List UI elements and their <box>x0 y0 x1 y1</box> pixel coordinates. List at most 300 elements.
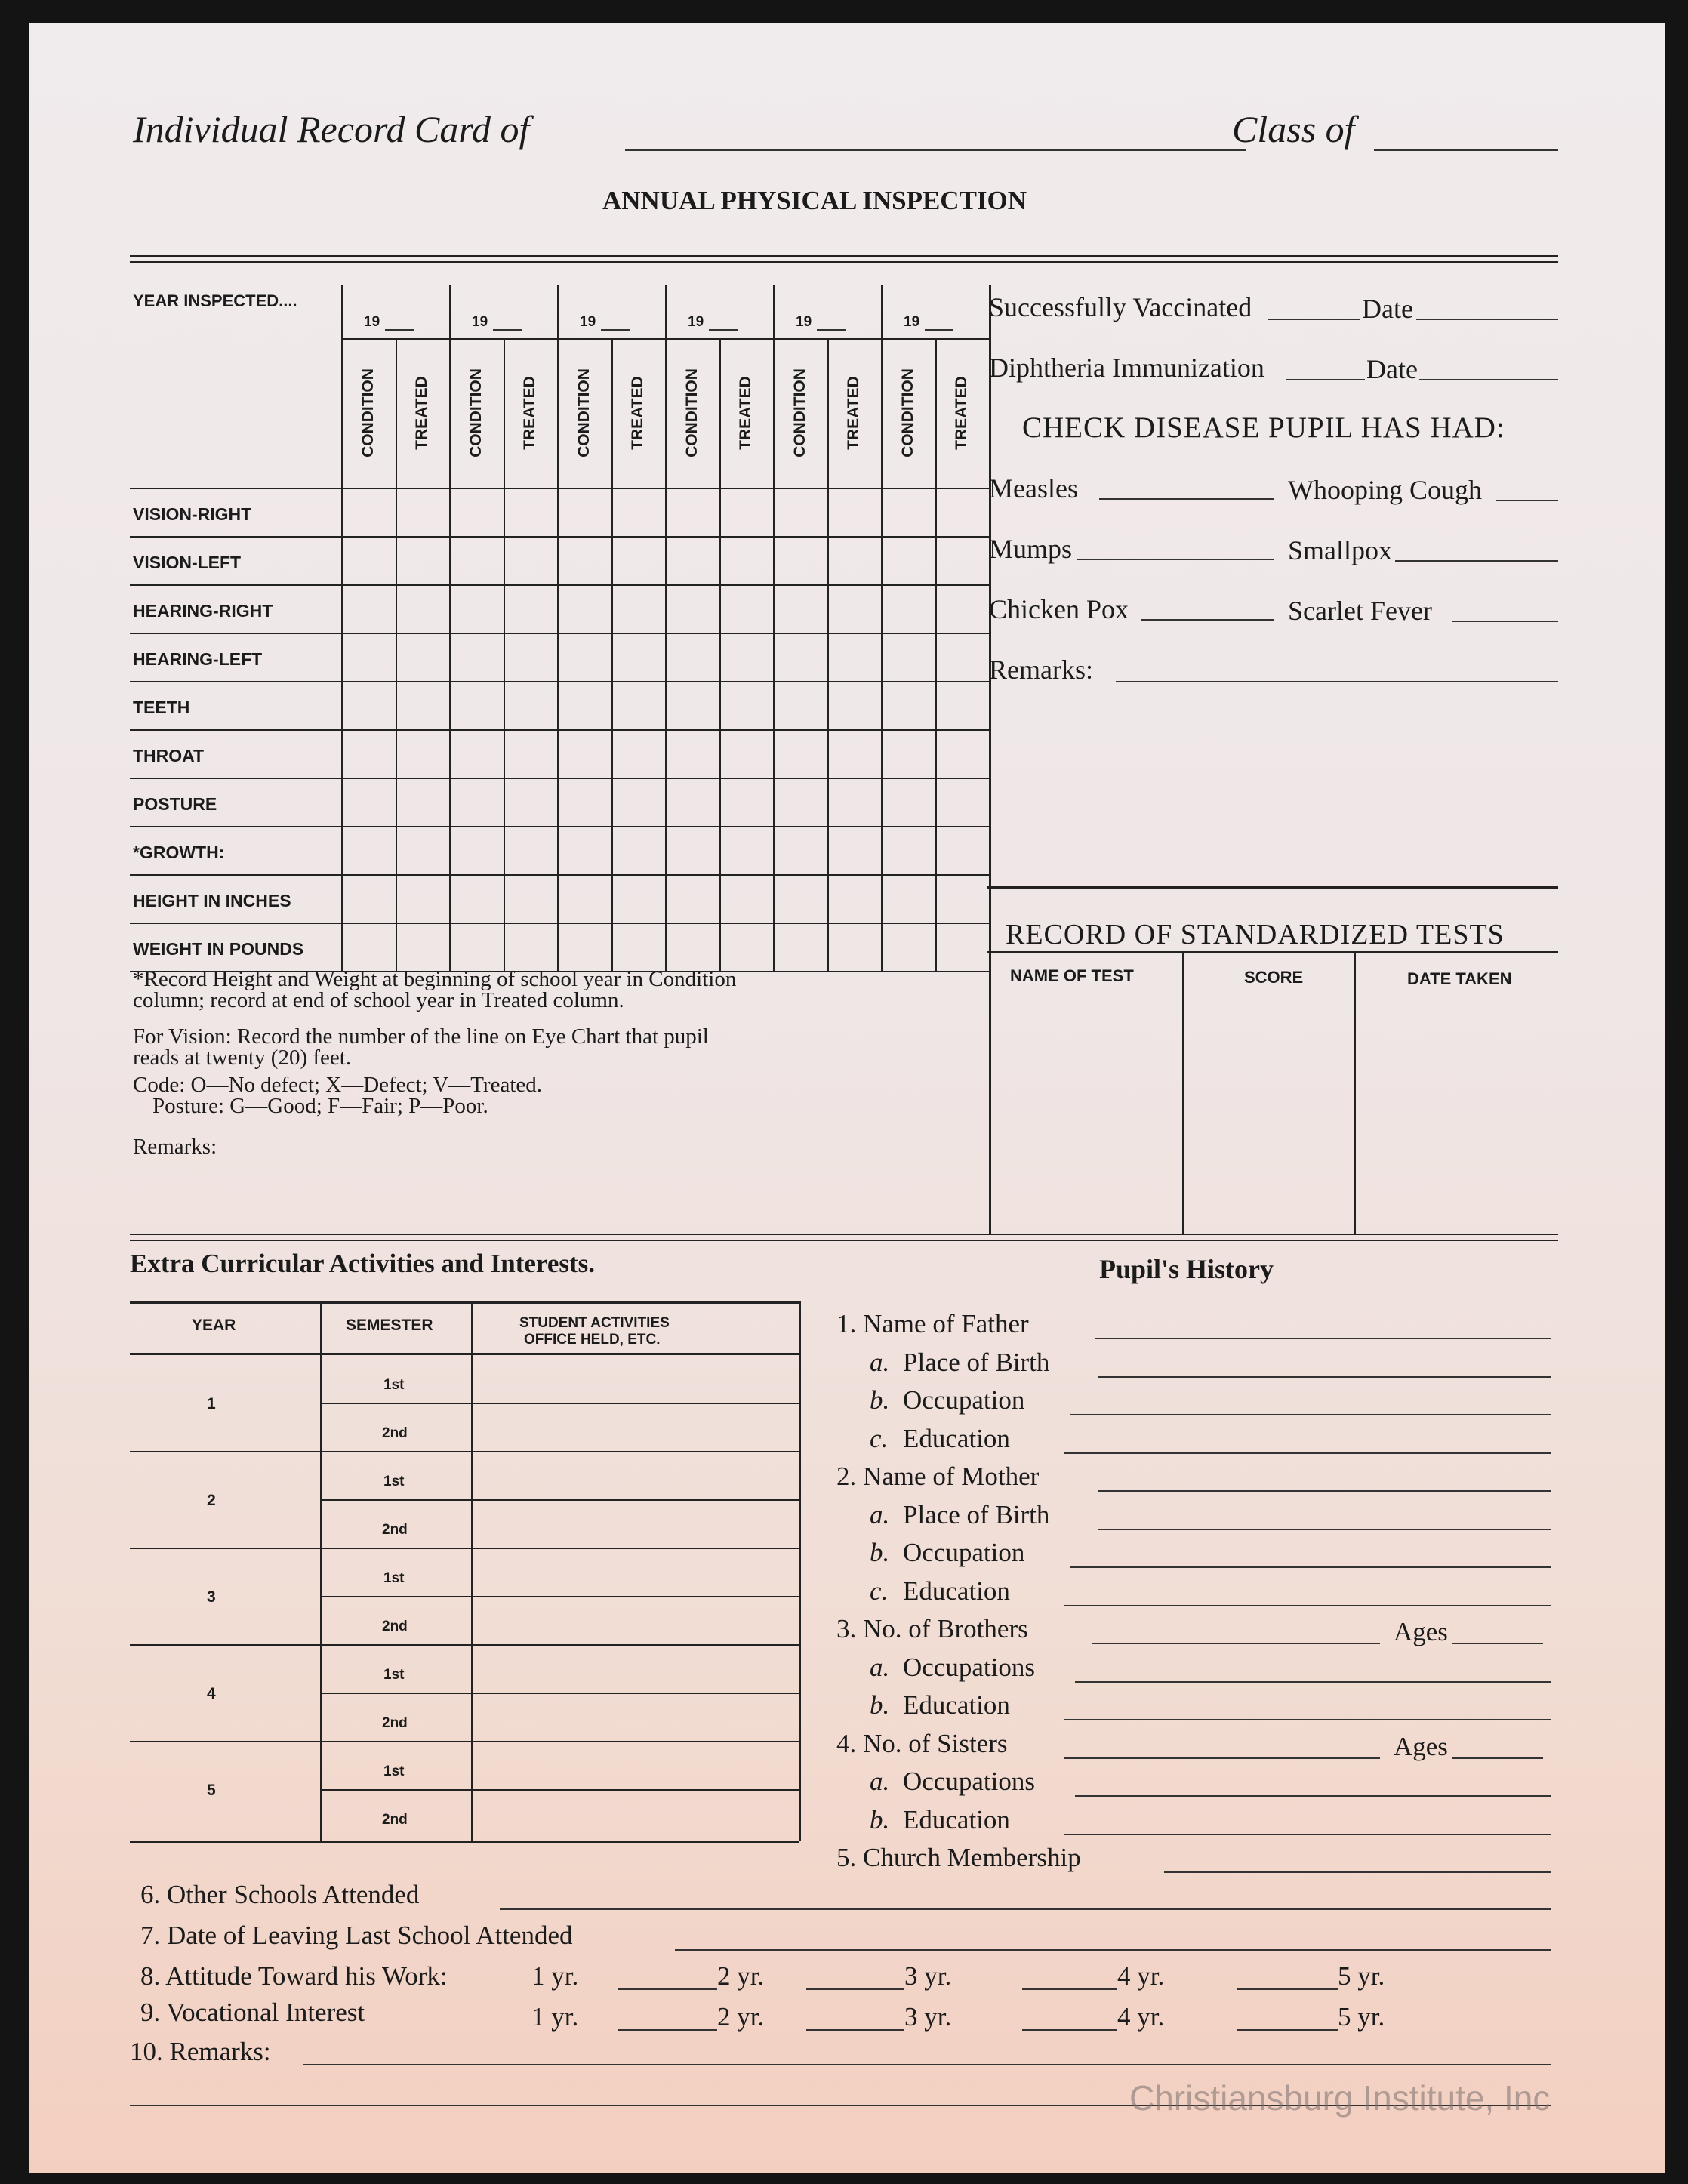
mumps-label: Mumps <box>989 534 1073 564</box>
grid-line <box>341 338 989 340</box>
semester-1st-label: 1st <box>383 1474 405 1489</box>
measles-label: Measles <box>989 473 1078 504</box>
church-membership-line[interactable] <box>1164 1871 1551 1873</box>
year-1-label: 1 yr. <box>531 1961 579 1991</box>
year-prefix: 19 <box>580 314 596 330</box>
treated-column-header: TREATED <box>629 376 646 450</box>
year-4-label: 4 yr. <box>1117 2002 1165 2032</box>
inspection-cell[interactable] <box>937 538 988 583</box>
inspection-cell[interactable] <box>775 827 826 873</box>
treated-column-header: TREATED <box>953 376 970 450</box>
inspection-cell[interactable] <box>667 731 718 776</box>
inspection-cell[interactable] <box>937 586 988 631</box>
chicken-pox-line[interactable] <box>1141 619 1274 621</box>
church-membership-label: 5. Church Membership <box>836 1843 1081 1872</box>
activity-cell[interactable] <box>474 1599 796 1641</box>
father-occupation-line[interactable] <box>1070 1414 1551 1415</box>
inspection-row-label: WEIGHT IN POUNDS <box>133 939 304 959</box>
activity-cell[interactable] <box>474 1696 796 1738</box>
father-name-line[interactable] <box>1095 1338 1551 1339</box>
scarlet-fever-line[interactable] <box>1452 621 1558 622</box>
watermark: Christiansburg Institute, Inc <box>1129 2078 1551 2118</box>
brothers-education-label: Education <box>903 1690 1010 1720</box>
inspection-cell[interactable] <box>883 876 934 921</box>
inspection-cell[interactable] <box>613 924 664 969</box>
inspection-cell[interactable] <box>937 634 988 679</box>
year-prefix: 19 <box>472 314 488 330</box>
measles-line[interactable] <box>1099 498 1274 500</box>
inspection-cell[interactable] <box>775 924 826 969</box>
inspection-cell[interactable] <box>667 876 718 921</box>
inspection-cell[interactable] <box>937 827 988 873</box>
attitude-year-2-line[interactable] <box>806 1988 904 1990</box>
inspection-cell[interactable] <box>613 634 664 679</box>
activity-year-label: 5 <box>207 1782 216 1799</box>
condition-column-header: CONDITION <box>359 368 377 457</box>
inspection-cell[interactable] <box>883 924 934 969</box>
inspection-cell[interactable] <box>559 876 610 921</box>
vocational-label: 9. Vocational Interest <box>140 1998 365 2027</box>
inspection-cell[interactable] <box>559 586 610 631</box>
inspection-cell[interactable] <box>343 682 394 728</box>
ages-label: Ages <box>1394 1617 1448 1646</box>
year-input-line[interactable] <box>601 329 630 331</box>
inspection-cell[interactable] <box>667 827 718 873</box>
page-subtitle: ANNUAL PHYSICAL INSPECTION <box>602 186 1027 215</box>
inspection-cell[interactable] <box>397 779 448 824</box>
inspection-cell[interactable] <box>775 634 826 679</box>
inspection-cell[interactable] <box>613 682 664 728</box>
mother-education-line[interactable] <box>1064 1605 1551 1606</box>
inspection-cell[interactable] <box>451 731 502 776</box>
semester-column-header: SEMESTER <box>346 1317 433 1334</box>
year-2-label: 2 yr. <box>717 1961 765 1991</box>
whooping-cough-label: Whooping Cough <box>1288 475 1482 505</box>
health-remarks-line[interactable] <box>1116 681 1558 682</box>
date-taken-header: DATE TAKEN <box>1407 969 1512 988</box>
year-prefix: 19 <box>364 314 380 330</box>
mother-birthplace-label: Place of Birth <box>903 1500 1050 1529</box>
sisters-occupations-line[interactable] <box>1075 1795 1551 1797</box>
posture-code-note: Posture: G—Good; F—Fair; P—Poor. <box>152 1094 488 1118</box>
vaccinated-line[interactable] <box>1268 319 1360 320</box>
inspection-cell[interactable] <box>937 682 988 728</box>
growth-note: *Record Height and Weight at beginning of school year in Condition <box>133 967 737 991</box>
mother-name-label: 2. Name of Mother <box>836 1462 1040 1491</box>
year-input-line[interactable] <box>817 329 846 331</box>
inspection-cell[interactable] <box>829 489 880 534</box>
history-letter: a. <box>870 1348 890 1377</box>
inspection-cell[interactable] <box>721 924 772 969</box>
inspection-cell[interactable] <box>937 924 988 969</box>
year-4-label: 4 yr. <box>1117 1961 1165 1991</box>
semester-2nd-label: 2nd <box>382 1812 408 1828</box>
score-header: SCORE <box>1244 968 1304 987</box>
activity-year-label: 2 <box>207 1492 216 1509</box>
student-name-line[interactable] <box>625 149 1246 151</box>
student-activities-header: STUDENT ACTIVITIES <box>519 1315 670 1331</box>
vision-note-2: reads at twenty (20) feet. <box>133 1046 352 1070</box>
activity-cell[interactable] <box>474 1502 796 1545</box>
inspection-cell[interactable] <box>775 731 826 776</box>
inspection-row-label: HEARING-LEFT <box>133 649 263 669</box>
activity-cell[interactable] <box>474 1792 796 1834</box>
final-remarks-line[interactable] <box>303 2064 1551 2065</box>
ages-line[interactable] <box>1452 1757 1543 1759</box>
vocational-year-2-line[interactable] <box>806 2029 904 2031</box>
semester-divider <box>320 1789 799 1791</box>
inspection-cell[interactable] <box>613 827 664 873</box>
table-border <box>130 1301 799 1304</box>
inspection-cell[interactable] <box>343 779 394 824</box>
inspection-cell[interactable] <box>613 779 664 824</box>
father-birthplace-line[interactable] <box>1098 1376 1551 1378</box>
ages-line[interactable] <box>1452 1643 1543 1644</box>
inspection-cell[interactable] <box>775 876 826 921</box>
inspection-cell[interactable] <box>883 489 934 534</box>
inspection-cell[interactable] <box>883 634 934 679</box>
sisters-label: 4. No. of Sisters <box>836 1729 1008 1758</box>
inspection-cell[interactable] <box>559 538 610 583</box>
activity-year-label: 4 <box>207 1685 216 1702</box>
condition-column-header: CONDITION <box>683 368 701 457</box>
year-column-header: YEAR <box>192 1317 236 1334</box>
inspection-cell[interactable] <box>505 779 556 824</box>
inspection-cell[interactable] <box>667 924 718 969</box>
semester-2nd-label: 2nd <box>382 1619 408 1634</box>
mumps-line[interactable] <box>1077 559 1274 560</box>
sisters-occupations-label: Occupations <box>903 1767 1035 1796</box>
inspection-cell[interactable] <box>397 731 448 776</box>
year-5-label: 5 yr. <box>1338 1961 1385 1991</box>
vocational-year-4-line[interactable] <box>1237 2029 1338 2031</box>
other-schools-label: 6. Other Schools Attended <box>140 1880 420 1909</box>
smallpox-line[interactable] <box>1395 560 1558 562</box>
attitude-year-1-line[interactable] <box>618 1988 717 1990</box>
condition-column-header: CONDITION <box>467 368 485 457</box>
inspection-cell[interactable] <box>883 538 934 583</box>
history-letter: a. <box>870 1500 890 1529</box>
brothers-label: 3. No. of Brothers <box>836 1614 1028 1643</box>
inspection-row-label: POSTURE <box>133 794 217 814</box>
father-education-line[interactable] <box>1064 1452 1551 1454</box>
inspection-cell[interactable] <box>505 489 556 534</box>
semester-divider <box>320 1403 799 1404</box>
treated-column-header: TREATED <box>521 376 538 450</box>
activities-heading: Extra Curricular Activities and Interests. <box>130 1249 596 1278</box>
vaccinated-date-line[interactable] <box>1416 319 1558 320</box>
semester-2nd-label: 2nd <box>382 1522 408 1538</box>
inspection-cell[interactable] <box>505 634 556 679</box>
table-border <box>799 1301 801 1841</box>
inspection-cell[interactable] <box>451 538 502 583</box>
attitude-year-4-line[interactable] <box>1237 1988 1338 1990</box>
inspection-cell[interactable] <box>937 731 988 776</box>
inspection-cell[interactable] <box>451 876 502 921</box>
inspection-cell[interactable] <box>451 682 502 728</box>
name-of-test-header: NAME OF TEST <box>1010 966 1134 985</box>
inspection-cell[interactable] <box>721 779 772 824</box>
inspection-cell[interactable] <box>343 634 394 679</box>
inspection-cell[interactable] <box>505 538 556 583</box>
treated-column-header: TREATED <box>737 376 754 450</box>
inspection-cell[interactable] <box>397 827 448 873</box>
year-divider <box>130 1548 799 1549</box>
inspection-cell[interactable] <box>343 827 394 873</box>
brothers-occupations-label: Occupations <box>903 1653 1035 1682</box>
year-2-label: 2 yr. <box>717 2002 765 2032</box>
inspection-cell[interactable] <box>775 586 826 631</box>
inspection-cell[interactable] <box>451 924 502 969</box>
inspection-cell[interactable] <box>397 489 448 534</box>
inspection-cell[interactable] <box>937 489 988 534</box>
inspection-cell[interactable] <box>343 731 394 776</box>
inspection-cell[interactable] <box>667 489 718 534</box>
inspection-cell[interactable] <box>451 634 502 679</box>
inspection-cell[interactable] <box>721 682 772 728</box>
inspection-cell[interactable] <box>505 586 556 631</box>
treated-column-header: TREATED <box>413 376 430 450</box>
year-input-line[interactable] <box>709 329 738 331</box>
year-input-line[interactable] <box>385 329 414 331</box>
inspection-cell[interactable] <box>721 827 772 873</box>
year-prefix: 19 <box>904 314 920 330</box>
class-year-line[interactable] <box>1374 149 1558 151</box>
inspection-cell[interactable] <box>559 634 610 679</box>
activity-year-label: 3 <box>207 1588 216 1606</box>
inspection-cell[interactable] <box>883 731 934 776</box>
activity-year-label: 1 <box>207 1395 216 1412</box>
inspection-cell[interactable] <box>775 682 826 728</box>
inspection-cell[interactable] <box>451 779 502 824</box>
activity-cell[interactable] <box>474 1647 796 1690</box>
history-letter: c. <box>870 1424 889 1453</box>
father-name-label: 1. Name of Father <box>836 1309 1029 1338</box>
activity-cell[interactable] <box>474 1406 796 1448</box>
inspection-cell[interactable] <box>829 827 880 873</box>
inspection-cell[interactable] <box>505 876 556 921</box>
inspection-row-label: VISION-LEFT <box>133 553 242 572</box>
year-inspected-label: YEAR INSPECTED.... <box>133 291 297 310</box>
history-letter: a. <box>870 1653 890 1682</box>
brothers-line[interactable] <box>1092 1643 1380 1644</box>
semester-1st-label: 1st <box>383 1667 405 1683</box>
year-1-label: 1 yr. <box>531 2002 579 2032</box>
condition-column-header: CONDITION <box>791 368 809 457</box>
other-schools-line[interactable] <box>500 1908 1551 1910</box>
mother-education-label: Education <box>903 1576 1010 1606</box>
inspection-cell[interactable] <box>397 538 448 583</box>
history-letter: c. <box>870 1576 889 1606</box>
inspection-row-label: *GROWTH: <box>133 842 225 862</box>
inspection-cell[interactable] <box>505 682 556 728</box>
year-input-line[interactable] <box>925 329 953 331</box>
year-divider <box>130 1644 799 1646</box>
table-border <box>320 1301 322 1841</box>
inspection-cell[interactable] <box>559 682 610 728</box>
condition-column-header: CONDITION <box>575 368 593 457</box>
inspection-cell[interactable] <box>775 489 826 534</box>
inspection-cell[interactable] <box>667 779 718 824</box>
mother-occupation-line[interactable] <box>1070 1566 1551 1568</box>
health-remarks-label: Remarks: <box>989 655 1093 685</box>
inspection-cell[interactable] <box>559 827 610 873</box>
inspection-cell[interactable] <box>397 586 448 631</box>
inspection-cell[interactable] <box>829 538 880 583</box>
inspection-cell[interactable] <box>559 924 610 969</box>
standardized-tests-heading: RECORD OF STANDARDIZED TESTS <box>1006 919 1505 950</box>
inspection-cell[interactable] <box>505 731 556 776</box>
diphtheria-date-line[interactable] <box>1419 379 1558 380</box>
table-border <box>471 1301 473 1841</box>
inspection-cell[interactable] <box>883 827 934 873</box>
attitude-year-3-line[interactable] <box>1022 1988 1117 1990</box>
year-prefix: 19 <box>688 314 704 330</box>
condition-column-header: CONDITION <box>899 368 916 457</box>
history-letter: b. <box>870 1538 890 1567</box>
semester-2nd-label: 2nd <box>382 1715 408 1731</box>
attitude-label: 8. Attitude Toward his Work: <box>140 1961 448 1991</box>
inspection-cell[interactable] <box>829 586 880 631</box>
inspection-row-label: HEIGHT IN INCHES <box>133 891 291 910</box>
year-prefix: 19 <box>796 314 812 330</box>
inspection-cell[interactable] <box>343 586 394 631</box>
year-3-label: 3 yr. <box>904 2002 952 2032</box>
inspection-cell[interactable] <box>721 489 772 534</box>
office-held-header: OFFICE HELD, ETC. <box>524 1332 661 1348</box>
inspection-cell[interactable] <box>721 538 772 583</box>
inspection-cell[interactable] <box>559 489 610 534</box>
inspection-cell[interactable] <box>559 779 610 824</box>
inspection-cell[interactable] <box>451 827 502 873</box>
inspection-cell[interactable] <box>343 876 394 921</box>
inspection-cell[interactable] <box>451 489 502 534</box>
inspection-row-label: TEETH <box>133 698 190 717</box>
inspection-cell[interactable] <box>829 924 880 969</box>
activity-cell[interactable] <box>474 1454 796 1496</box>
year-input-line[interactable] <box>493 329 522 331</box>
year-divider <box>130 1451 799 1452</box>
inspection-cell[interactable] <box>829 876 880 921</box>
activity-cell[interactable] <box>474 1551 796 1593</box>
mother-birthplace-line[interactable] <box>1098 1529 1551 1530</box>
diphtheria-line[interactable] <box>1286 379 1365 380</box>
inspection-row-label: THROAT <box>133 746 205 765</box>
semester-1st-label: 1st <box>383 1764 405 1779</box>
inspection-cell[interactable] <box>829 731 880 776</box>
brothers-education-line[interactable] <box>1064 1719 1551 1720</box>
inspection-cell[interactable] <box>505 924 556 969</box>
inspection-cell[interactable] <box>829 682 880 728</box>
vision-note: For Vision: Record the number of the line on Eye Chart that pupil <box>133 1024 709 1049</box>
history-letter: a. <box>870 1767 890 1796</box>
final-remarks-label: 10. Remarks: <box>130 2037 271 2066</box>
inspection-cell[interactable] <box>829 779 880 824</box>
chicken-pox-label: Chicken Pox <box>989 594 1129 624</box>
inspection-cell[interactable] <box>667 586 718 631</box>
inspection-cell[interactable] <box>559 731 610 776</box>
vocational-year-1-line[interactable] <box>618 2029 717 2031</box>
inspection-cell[interactable] <box>775 779 826 824</box>
year-3-label: 3 yr. <box>904 1961 952 1991</box>
history-letter: b. <box>870 1690 890 1720</box>
semester-divider <box>320 1499 799 1501</box>
table-border <box>130 1841 799 1843</box>
diphtheria-label: Diphtheria Immunization <box>989 353 1264 383</box>
inspection-cell[interactable] <box>613 538 664 583</box>
mother-occupation-label: Occupation <box>903 1538 1025 1567</box>
inspection-cell[interactable] <box>613 731 664 776</box>
record-card <box>29 23 1665 2173</box>
inspection-cell[interactable] <box>883 682 934 728</box>
smallpox-label: Smallpox <box>1288 535 1393 565</box>
activity-cell[interactable] <box>474 1357 796 1400</box>
vaccinated-date-label: Date <box>1362 294 1413 324</box>
activity-cell[interactable] <box>474 1744 796 1786</box>
inspection-cell[interactable] <box>397 682 448 728</box>
inspection-cell[interactable] <box>667 538 718 583</box>
inspection-cell[interactable] <box>775 538 826 583</box>
inspection-cell[interactable] <box>937 779 988 824</box>
inspection-cell[interactable] <box>667 634 718 679</box>
inspection-cell[interactable] <box>397 876 448 921</box>
inspection-cell[interactable] <box>883 586 934 631</box>
check-disease-heading: CHECK DISEASE PUPIL HAS HAD: <box>1022 411 1505 444</box>
inspection-cell[interactable] <box>721 586 772 631</box>
mother-name-line[interactable] <box>1098 1490 1551 1492</box>
inspection-cell[interactable] <box>667 682 718 728</box>
inspection-cell[interactable] <box>721 731 772 776</box>
year-5-label: 5 yr. <box>1338 2002 1385 2032</box>
father-education-label: Education <box>903 1424 1010 1453</box>
inspection-cell[interactable] <box>451 586 502 631</box>
inspection-cell[interactable] <box>343 538 394 583</box>
semester-divider <box>320 1693 799 1694</box>
inspection-cell[interactable] <box>613 489 664 534</box>
treated-column-header: TREATED <box>845 376 862 450</box>
father-occupation-label: Occupation <box>903 1385 1025 1415</box>
inspection-cell[interactable] <box>397 924 448 969</box>
inspection-cell[interactable] <box>613 876 664 921</box>
inspection-cell[interactable] <box>721 876 772 921</box>
inspection-cell[interactable] <box>829 634 880 679</box>
inspection-cell[interactable] <box>397 634 448 679</box>
vocational-year-3-line[interactable] <box>1022 2029 1117 2031</box>
whooping-cough-line[interactable] <box>1496 500 1558 501</box>
date-leaving-line[interactable] <box>675 1949 1551 1951</box>
code-note: Code: O—No defect; X—Defect; V—Treated. <box>133 1073 543 1097</box>
inspection-cell[interactable] <box>937 876 988 921</box>
brothers-occupations-line[interactable] <box>1075 1681 1551 1683</box>
inspection-cell[interactable] <box>613 586 664 631</box>
diphtheria-date-label: Date <box>1366 354 1418 384</box>
scarlet-fever-label: Scarlet Fever <box>1288 596 1432 626</box>
inspection-remarks-label: Remarks: <box>133 1135 217 1159</box>
table-border <box>130 1353 799 1355</box>
inspection-cell[interactable] <box>505 827 556 873</box>
sisters-education-line[interactable] <box>1064 1834 1551 1835</box>
inspection-cell[interactable] <box>343 924 394 969</box>
semester-1st-label: 1st <box>383 1377 405 1393</box>
card-title: Individual Record Card of <box>133 108 530 150</box>
pupils-history-heading: Pupil's History <box>1099 1254 1274 1284</box>
inspection-cell[interactable] <box>343 489 394 534</box>
inspection-cell[interactable] <box>721 634 772 679</box>
sisters-line[interactable] <box>1064 1757 1380 1759</box>
inspection-row-label: VISION-RIGHT <box>133 504 252 524</box>
history-letter: b. <box>870 1385 890 1415</box>
inspection-cell[interactable] <box>883 779 934 824</box>
